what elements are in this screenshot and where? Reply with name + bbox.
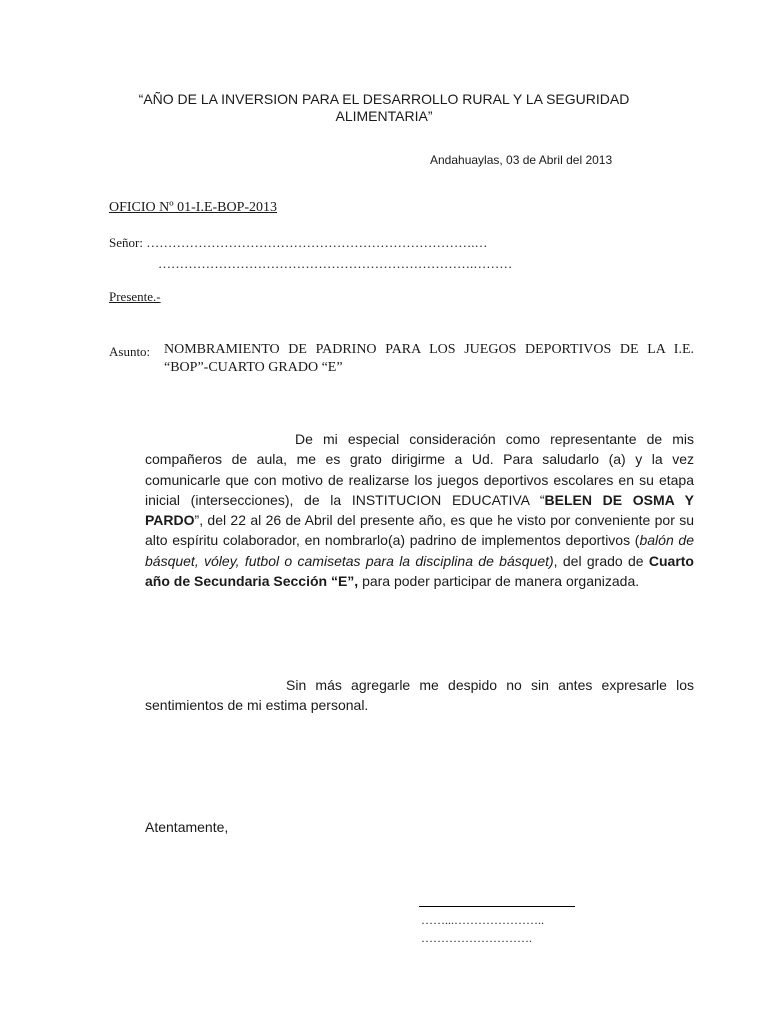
p1-text-1: De mi especial consideración como representante de mis compañeros de aula, me es grato dirigirme a Ud. Para saludarlo (a) y la vez comunicarle que con motivo de realizarse los juegos deportivos escolares en su etapa inicial (intersecciones), de la INSTITUCION EDUCATIVA “ bbox=[145, 431, 694, 508]
asunto-text: NOMBRAMIENTO DE PADRINO PARA LOS JUEGOS DEPORTIVOS DE LA I.E. “BOP”-CUARTO GRADO “E” bbox=[164, 342, 694, 375]
oficio-number: OFICIO Nº 01-I.E-BOP-2013 bbox=[109, 200, 278, 215]
place-date: Andahuaylas, 03 de Abril del 2013 bbox=[430, 153, 613, 167]
signature-name-dots: ……...………………….. bbox=[421, 913, 544, 927]
signature-id-dots: ………………………. bbox=[421, 931, 532, 945]
body-paragraph-2 bbox=[145, 675, 694, 716]
school-name: BELEN DE OSMA Y PARDO bbox=[145, 491, 694, 529]
recipient-line-1 bbox=[109, 235, 487, 251]
closing: Atentamente, bbox=[145, 819, 229, 835]
implements-list: balón de básquet, vóley, futbol o camisetas para la disciplina de básquet) bbox=[145, 532, 694, 569]
recipient-dots-2: ……………………………………………………………….……… bbox=[158, 256, 513, 271]
p2-text: Sin más agregarle me despido no sin antes expresarle los sentimientos de mi estima personal. bbox=[145, 677, 694, 714]
p1-text-2: ”, del 22 al 26 de Abril del presente año, es que he visto por conveniente por su alto espíritu colaborador, en nombrarlo(a) padrino de implementos deportivos ( bbox=[145, 512, 694, 549]
p1-text-3: , del grado de bbox=[553, 552, 649, 569]
signature-line bbox=[419, 906, 575, 907]
presente-label: Presente.- bbox=[109, 289, 161, 304]
document-title: “AÑO DE LA INVERSION PARA EL DESARROLLO RURAL Y LA SEGURIDAD ALIMENTARIA” bbox=[138, 91, 630, 124]
asunto-label: Asunto: bbox=[109, 344, 151, 359]
grade-section: Cuarto año de Secundaria Sección “E”, bbox=[145, 552, 694, 590]
body-paragraph-1 bbox=[145, 429, 694, 591]
recipient-label: Señor: bbox=[109, 235, 143, 250]
p1-text-4: para poder participar de manera organizada. bbox=[358, 573, 640, 590]
recipient-dots-1: ………………………………………………………………….… bbox=[146, 235, 488, 250]
